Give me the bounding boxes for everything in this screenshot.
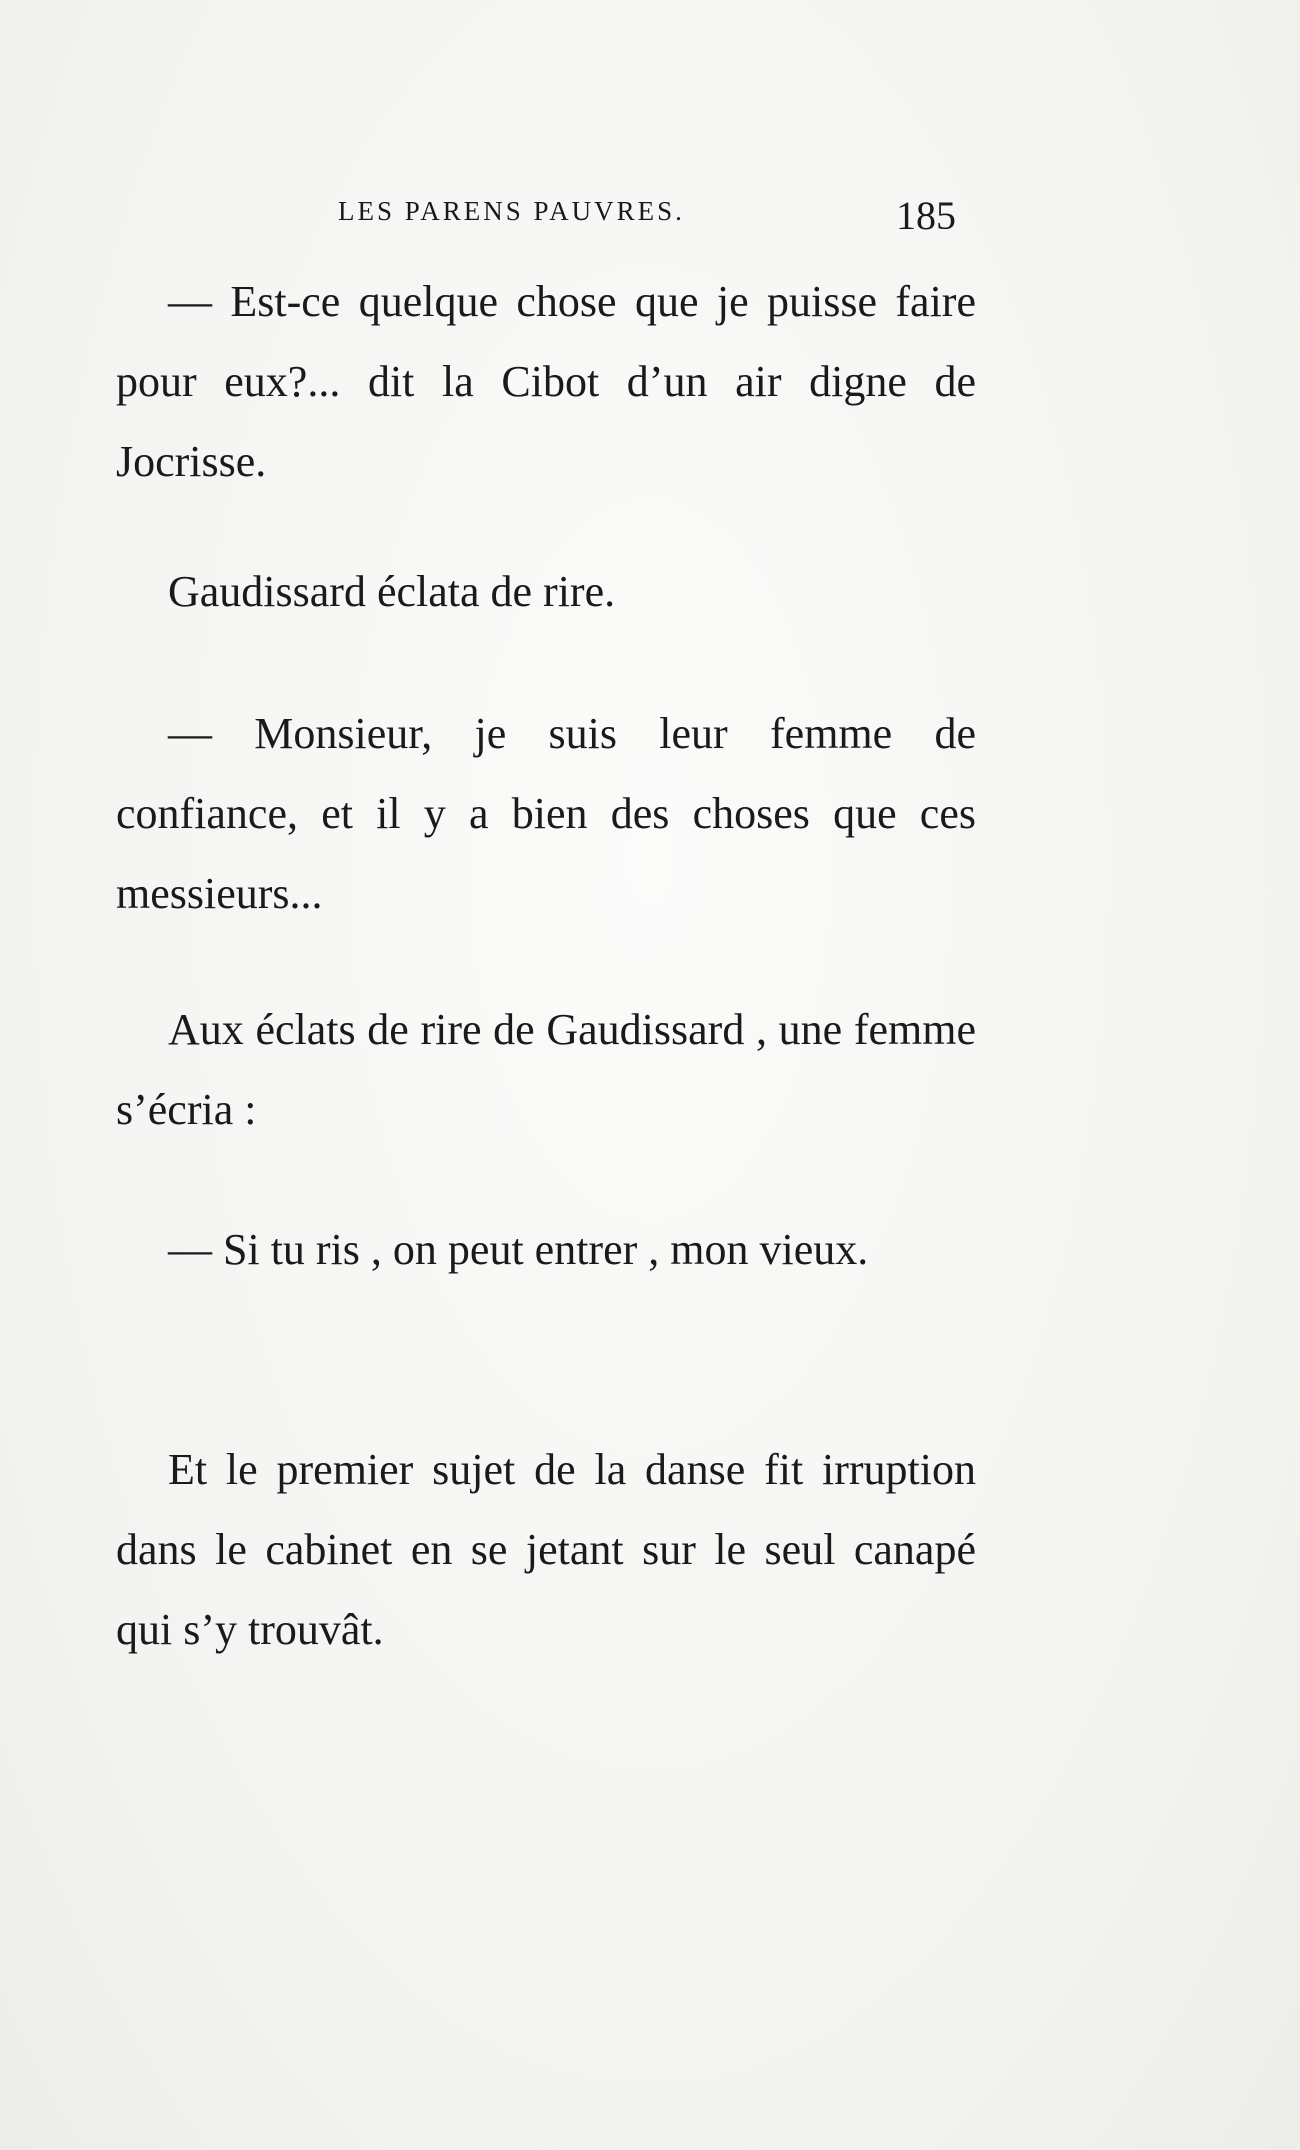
paragraph bbox=[116, 1210, 976, 1290]
paragraph bbox=[116, 552, 976, 632]
paragraph-text: — Est-ce quelque chose que je puisse faire pour eux?... dit la Cibot d’un air digne de Jocrisse. bbox=[116, 277, 976, 486]
paragraph bbox=[116, 1430, 976, 1670]
running-title: LES PARENS PAUVRES. bbox=[338, 196, 685, 226]
paragraph bbox=[116, 262, 976, 502]
paragraph-text: Et le premier sujet de la danse fit irruption dans le cabinet en se jetant sur le seul canapé qui s’y trouvât. bbox=[116, 1445, 976, 1654]
paragraph-text: — Si tu ris , on peut entrer , mon vieux. bbox=[168, 1225, 869, 1274]
paragraph-text: Aux éclats de rire de Gaudissard , une femme s’écria : bbox=[116, 1005, 976, 1134]
paragraph-text: — Monsieur, je suis leur femme de confiance, et il y a bien des choses que ces messieurs... bbox=[116, 709, 976, 918]
paragraph-text: Gaudissard éclata de rire. bbox=[168, 567, 616, 616]
page-number: 185 bbox=[896, 193, 956, 238]
paragraph bbox=[116, 990, 976, 1150]
paragraph bbox=[116, 694, 976, 934]
